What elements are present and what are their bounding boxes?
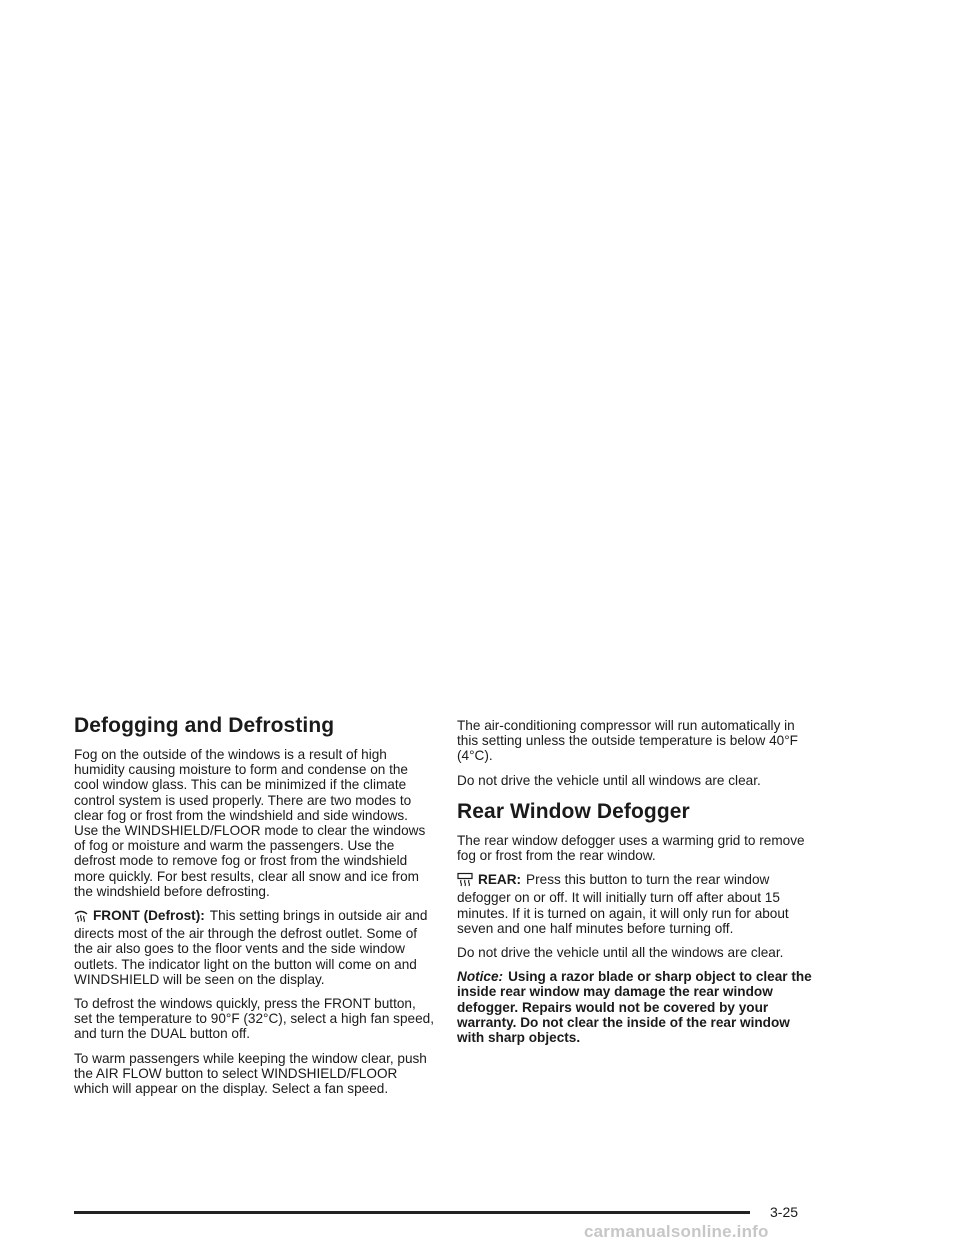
front-defrost-text: This setting brings in outside air and directs most of the air through the defrost outlet. Some of the air also goes to the floor vents and the side window outlets. The indicator light on the button will come on and WINDSHIELD will be seen on the display. bbox=[74, 908, 428, 987]
notice-text: Using a razor blade or sharp object to clear the inside rear window may damage the rear window defogger. Repairs would not be covered by your warranty. Do not clear the inside of the rear window with sharp objects. bbox=[457, 969, 812, 1046]
intro-paragraph: Fog on the outside of the windows is a result of high humidity causing moisture to form and condense on the cool window glass. This can be minimized if the climate control system is used properly. There are two modes to clear fog or frost from the windshield and side windows. Use the WINDSHIELD/FLOOR mode to clear the windows of fog or moisture and warm the passengers. Use the defrost mode to remove fog or frost from the windshield more quickly. For best results, clear all snow and ice from the windshield before defrosting. bbox=[74, 747, 426, 899]
right-column bbox=[457, 718, 817, 1054]
front-defrost-term: FRONT (Defrost): bbox=[93, 908, 205, 924]
section-heading-defogging: Defogging and Defrosting bbox=[74, 714, 335, 737]
notice-label: Notice: bbox=[457, 969, 504, 985]
page-number: 3-25 bbox=[770, 1204, 799, 1220]
rear-defogger-text: Press this button to turn the rear window defogger on or off. It will initially turn off after about 15 minutes. If it is turned on again, it will only run for about seven and one half minutes before turning off. bbox=[457, 872, 789, 936]
do-not-drive-paragraph: Do not drive the vehicle until all windows are clear. bbox=[457, 772, 761, 788]
do-not-drive-all-paragraph: Do not drive the vehicle until all the windows are clear. bbox=[457, 945, 784, 961]
defogger-intro-paragraph: The rear window defogger uses a warming grid to remove fog or frost from the rear window. bbox=[457, 832, 805, 864]
defrost-quick-paragraph: To defrost the windows quickly, press the FRONT button, set the temperature to 90°F (32°C), select a high fan speed, and turn the DUAL button off. bbox=[74, 996, 434, 1042]
footer-rule bbox=[74, 1211, 750, 1214]
front-defrost-paragraph bbox=[74, 908, 434, 987]
rear-defogger-paragraph bbox=[457, 872, 817, 936]
rear-defogger-term: REAR: bbox=[478, 872, 522, 888]
watermark: carmanualsonline.info bbox=[584, 1222, 769, 1241]
left-column bbox=[74, 714, 434, 1105]
rear-defogger-icon bbox=[457, 872, 473, 890]
section-heading-rear-defogger: Rear Window Defogger bbox=[457, 799, 690, 823]
compressor-paragraph: The air-conditioning compressor will run automatically in this setting unless the outside temperature is below 40°F (4°C). bbox=[457, 718, 798, 764]
warm-passengers-paragraph: To warm passengers while keeping the window clear, push the AIR FLOW button to select WINDSHIELD/FLOOR which will appear on the display. Select a fan speed. bbox=[74, 1050, 427, 1097]
notice-paragraph bbox=[457, 969, 817, 1045]
front-defrost-icon bbox=[74, 908, 88, 926]
